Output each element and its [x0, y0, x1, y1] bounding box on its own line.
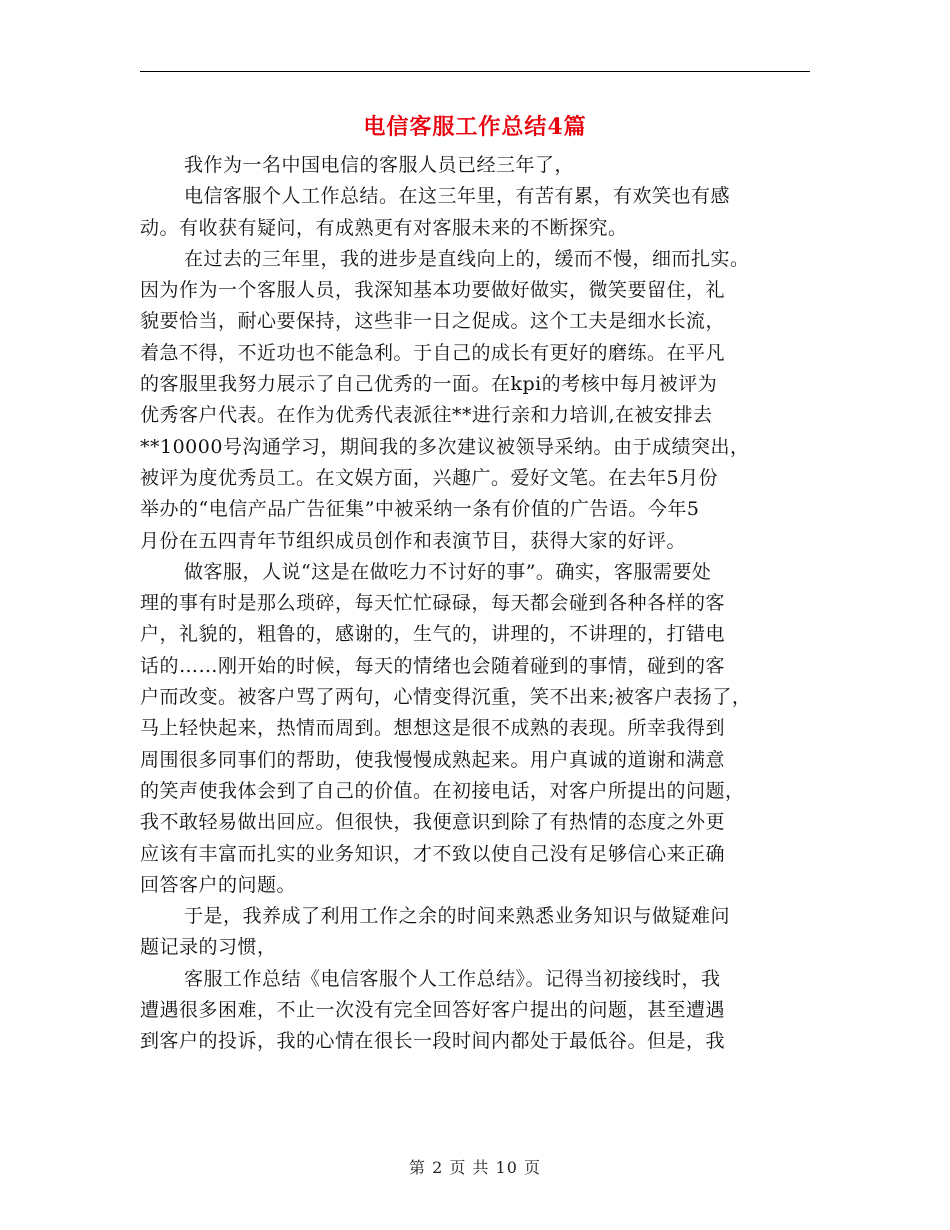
paragraph: [140, 181, 810, 244]
text-line: 电信客服个人工作总结。在这三年里，有苦有累，有欢笑也有感: [184, 185, 731, 208]
text-line: 在过去的三年里，我的进步是直线向上的，缓而不慢，细而扎实。: [184, 247, 750, 270]
text-line: 我作为一名中国电信的客服人员已经三年了，: [184, 154, 575, 176]
paragraph: [140, 557, 810, 901]
text-line: 理的事有时是那么琐碎，每天忙忙碌碌，每天都会碰到各种各样的客: [140, 592, 726, 615]
text-line: 话的……刚开始的时候，每天的情绪也会随着碰到的事情，碰到的客: [140, 654, 726, 677]
text-line: 于是，我养成了利用工作之余的时间来熟悉业务知识与做疑难问: [184, 905, 731, 928]
text-line: 到客户的投诉，我的心情在很长一段时间内都处于最低谷。但是，我: [140, 1030, 726, 1053]
text-line: 优秀客户代表。在作为优秀代表派往**进行亲和力培训,在被安排去: [140, 404, 713, 427]
text-line: 举办的“电信产品广告征集”中被采纳一条有价值的广告语。今年5: [140, 498, 700, 521]
text-line: 着急不得，不近功也不能急利。于自己的成长有更好的磨练。在平凡: [140, 341, 726, 364]
document-body: [140, 150, 810, 1058]
text-line: 的笑声使我体会到了自己的价值。在初接电话，对客户所提出的问题，: [140, 779, 745, 802]
text-line: **10000号沟通学习，期间我的多次建议被领导采纳。由于成绩突出，: [140, 435, 750, 458]
text-line: 客服工作总结《电信客服个人工作总结》。记得当初接线时，我: [184, 967, 721, 990]
text-line: 月份在五四青年节组织成员创作和表演节目，获得大家的好评。: [140, 529, 687, 552]
text-line: 户而改变。被客户骂了两句，心情变得沉重，笑不出来;被客户表扬了，: [140, 686, 752, 709]
header-rule: [140, 71, 810, 72]
text-line: 遭遇很多困难，不止一次没有完全回答好客户提出的问题，甚至遭遇: [140, 999, 726, 1022]
text-line: 马上轻快起来，热情而周到。想想这是很不成熟的表现。所幸我得到: [140, 717, 726, 740]
text-line: 因为作为一个客服人员，我深知基本功要做好做实，微笑要留住，礼: [140, 279, 726, 302]
paragraph: [140, 244, 810, 557]
text-line: 的客服里我努力展示了自己优秀的一面。在kpi的考核中每月被评为: [140, 373, 718, 396]
document-title: 电信客服工作总结4篇: [363, 114, 587, 140]
text-line: 周围很多同事们的帮助，使我慢慢成熟起来。用户真诚的道谢和满意: [140, 748, 726, 771]
text-line: 貌要恰当，耐心要保持，这些非一日之促成。这个工夫是细水长流，: [140, 310, 726, 333]
text-line: 做客服，人说“这是在做吃力不讨好的事”。确实，客服需要处: [184, 560, 712, 583]
paragraph: [140, 901, 810, 964]
text-line: 被评为度优秀员工。在文娱方面，兴趣广。爱好文笔。在去年5月份: [140, 466, 719, 489]
text-line: 题记录的习惯，: [140, 936, 277, 959]
text-line: 动。有收获有疑问，有成熟更有对客服未来的不断探究。: [140, 216, 628, 239]
text-line: 我不敢轻易做出回应。但很快，我便意识到除了有热情的态度之外更: [140, 811, 726, 834]
text-line: 回答客户的问题。: [140, 873, 297, 896]
text-line: 应该有丰富而扎实的业务知识，才不致以使自己没有足够信心来正确: [140, 842, 726, 865]
paragraph: [140, 964, 810, 1058]
page-footer: 第 2 页 共 10 页: [409, 1158, 541, 1177]
paragraph: [140, 150, 810, 181]
text-line: 户，礼貌的，粗鲁的，感谢的，生气的，讲理的，不讲理的，打错电: [140, 623, 726, 646]
